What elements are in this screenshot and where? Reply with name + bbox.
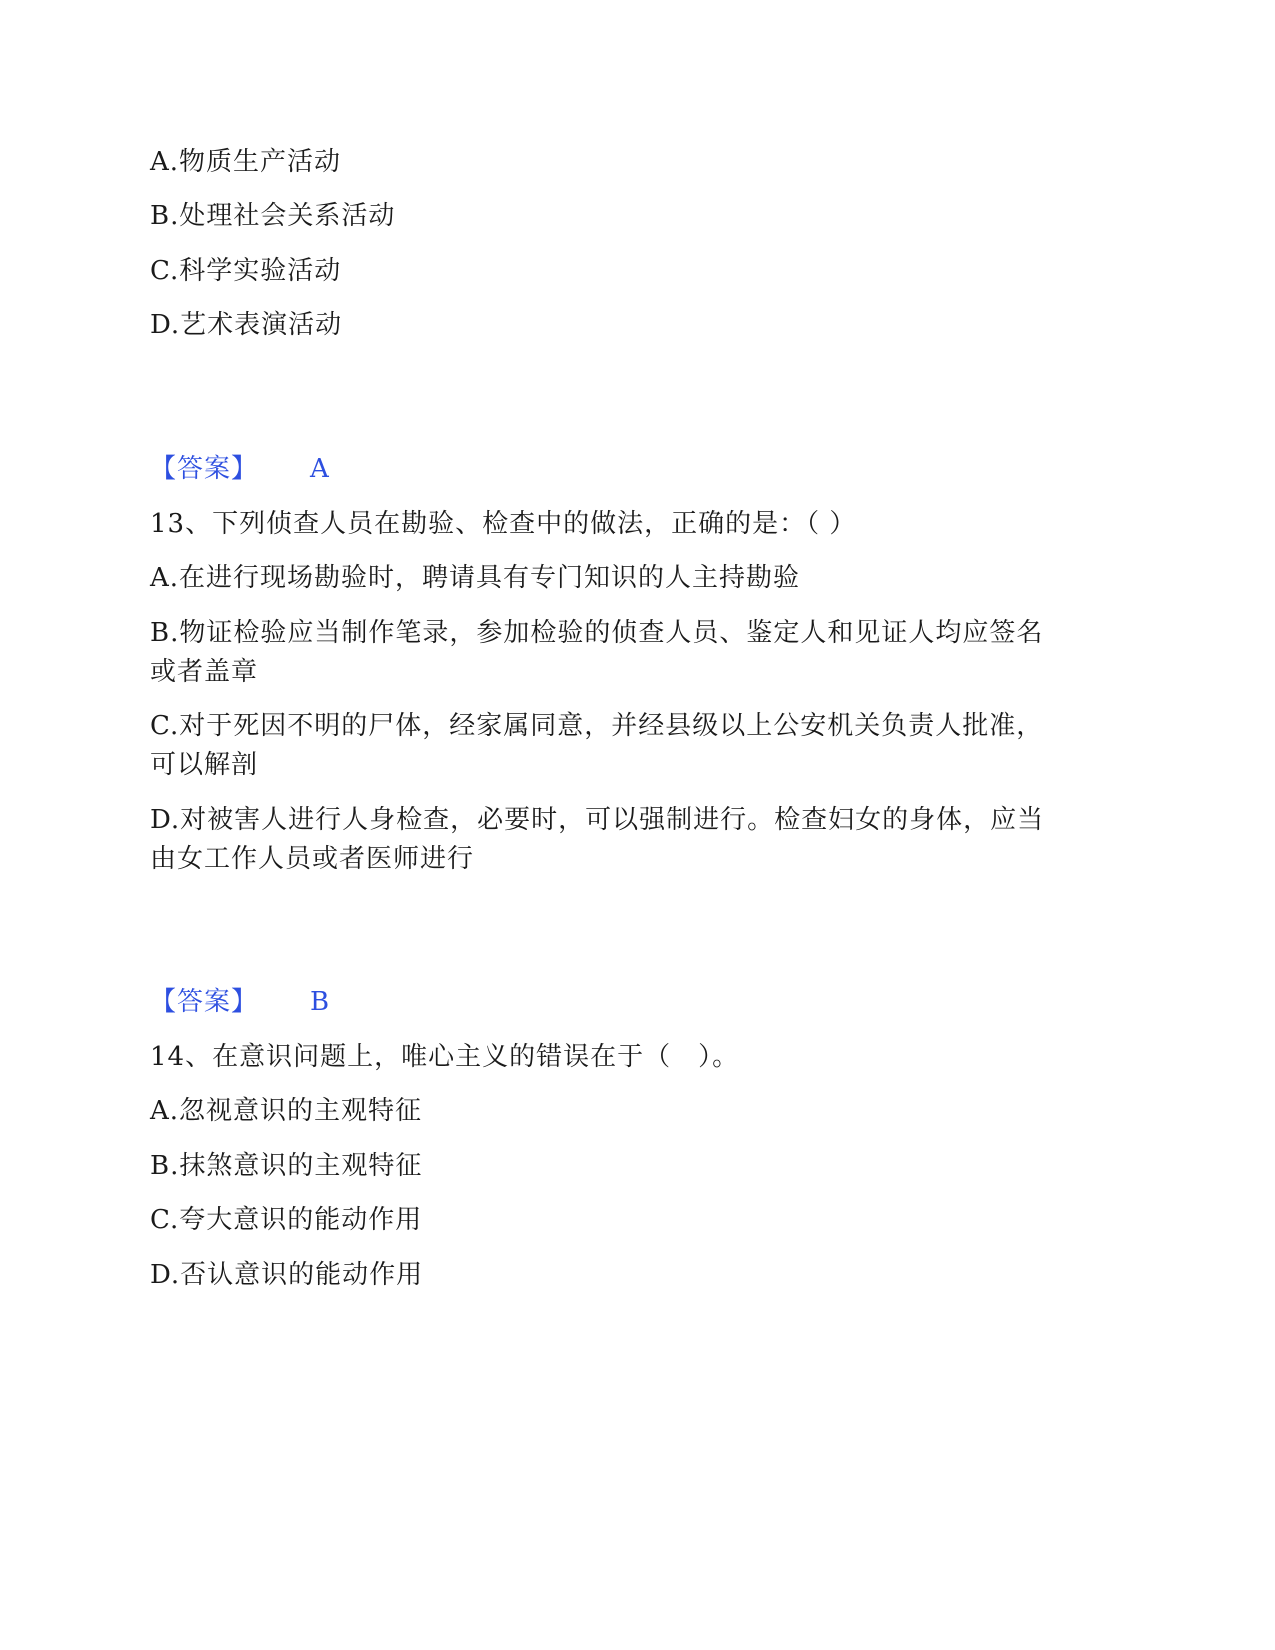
answer-value: A bbox=[310, 454, 330, 484]
q13-option-c-line1: C.对于死因不明的尸体，经家属同意，并经县级以上公安机关负责人批准， bbox=[150, 711, 1044, 741]
q12-option-c: C.科学实验活动 bbox=[150, 256, 342, 286]
q13-option-d-line1: D.对被害人进行人身检查，必要时，可以强制进行。检查妇女的身体，应当 bbox=[150, 805, 1045, 835]
q14-option-b: B.抹煞意识的主观特征 bbox=[150, 1151, 423, 1181]
q13-option-b-line1: B.物证检验应当制作笔录，参加检验的侦查人员、鉴定人和见证人均应签名 bbox=[150, 618, 1044, 648]
q13-option-c-line2: 可以解剖 bbox=[150, 750, 259, 780]
q14-option-d: D.否认意识的能动作用 bbox=[150, 1260, 424, 1290]
q14-option-a: A.忽视意识的主观特征 bbox=[150, 1096, 423, 1126]
answer-label: 【答案】 bbox=[150, 454, 259, 484]
q12-answer bbox=[150, 449, 330, 489]
q13-answer bbox=[150, 982, 330, 1022]
answer-label: 【答案】 bbox=[150, 987, 259, 1017]
answer-value: B bbox=[310, 987, 331, 1017]
q12-option-d: D.艺术表演活动 bbox=[150, 310, 343, 340]
q13-question: 13、下列侦查人员在勘验、检查中的做法，正确的是：（ ） bbox=[150, 509, 857, 539]
q12-option-b: B.处理社会关系活动 bbox=[150, 201, 396, 231]
q13-option-a: A.在进行现场勘验时，聘请具有专门知识的人主持勘验 bbox=[150, 563, 801, 593]
q14-option-c: C.夸大意识的能动作用 bbox=[150, 1205, 423, 1235]
q13-option-d-line2: 由女工作人员或者医师进行 bbox=[150, 844, 475, 874]
q14-question: 14、在意识问题上，唯心主义的错误在于（ ）。 bbox=[150, 1042, 740, 1072]
q13-option-b-line2: 或者盖章 bbox=[150, 657, 259, 687]
q12-option-a: A.物质生产活动 bbox=[150, 147, 342, 177]
